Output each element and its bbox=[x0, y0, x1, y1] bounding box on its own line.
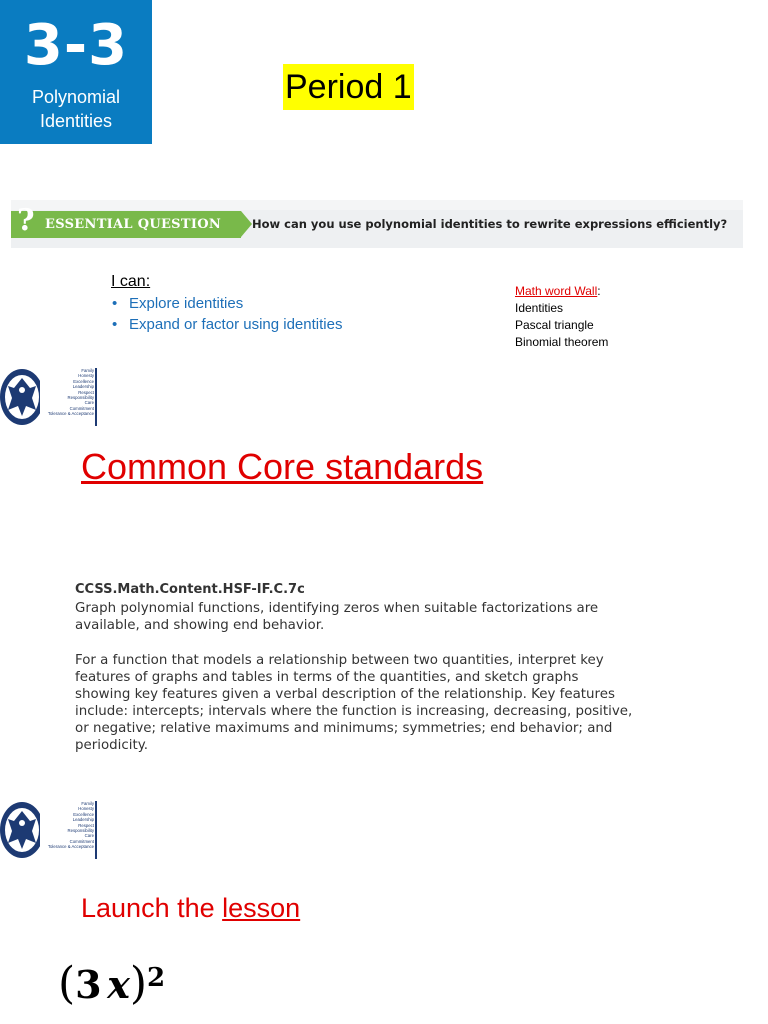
value-text: Honesty bbox=[78, 806, 94, 812]
school-values bbox=[36, 801, 94, 850]
ican-item-text: Expand or factor using identities bbox=[129, 316, 343, 333]
school-logo bbox=[0, 366, 100, 428]
essential-question-title: ESSENTIAL QUESTION bbox=[45, 217, 222, 232]
ican-item bbox=[112, 316, 342, 333]
word-wall-title: Math word Wall bbox=[515, 284, 598, 298]
school-values bbox=[36, 368, 94, 417]
coefficient: 3 bbox=[75, 962, 102, 1007]
common-core-title: Common Core standards bbox=[81, 446, 484, 487]
lesson-badge bbox=[0, 0, 152, 144]
word-wall-colon: : bbox=[597, 284, 601, 298]
school-crest-icon bbox=[0, 366, 40, 428]
value-text: Excellence bbox=[73, 811, 94, 817]
word-wall-item: Pascal triangle bbox=[515, 318, 594, 332]
bullet: • bbox=[112, 316, 118, 333]
period-label: Period 1 bbox=[283, 64, 414, 110]
value-text: Tolerance & Acceptance bbox=[47, 411, 94, 417]
lesson-link[interactable]: lesson bbox=[222, 893, 301, 923]
value-text: Responsibility bbox=[67, 828, 94, 834]
exponent: 2 bbox=[147, 962, 166, 993]
school-logo bbox=[0, 799, 100, 861]
standard-paragraph: Graph polynomial functions, identifying zeros when suitable factorizations are available, and showing end behavior. bbox=[75, 601, 599, 634]
value-text: Excellence bbox=[73, 378, 94, 384]
label-arrow bbox=[241, 211, 252, 237]
launch-prefix: Launch the bbox=[81, 893, 223, 923]
value-text: Commitment bbox=[69, 838, 94, 844]
value-text: Leadership bbox=[72, 384, 94, 390]
value-text: Care bbox=[84, 833, 94, 839]
variable: x bbox=[107, 962, 130, 1007]
essential-question-banner bbox=[11, 200, 743, 248]
close-paren: ) bbox=[129, 958, 148, 1009]
word-wall-item: Identities bbox=[515, 301, 564, 315]
value-text: Respect bbox=[78, 822, 94, 828]
value-text: Commitment bbox=[69, 405, 94, 411]
value-text: Responsibility bbox=[67, 395, 94, 401]
banner-stripe bbox=[11, 200, 743, 210]
logo-divider bbox=[95, 368, 97, 426]
school-crest-icon bbox=[0, 799, 40, 861]
value-text: Family bbox=[81, 801, 94, 806]
standard-paragraph: For a function that models a relationship between two quantities, interpret key features of graphs and tables in terms of the quantities, and sketch graphs showing key features given a verbal description of the relationship. Key features include: intercepts; intervals where the function is increasing, decreasing, positive, or negative; relative maximums and minimums; symmetries; end behavior; and periodicity. bbox=[75, 653, 633, 754]
essential-question-text: How can you use polynomial identities to rewrite expressions efficiently? bbox=[252, 217, 728, 231]
value-text: Respect bbox=[78, 389, 94, 395]
value-text: Honesty bbox=[78, 373, 94, 379]
ican-item bbox=[112, 295, 243, 312]
bullet: • bbox=[112, 295, 118, 312]
ican-heading: I can: bbox=[111, 273, 151, 290]
launch-heading bbox=[81, 893, 300, 924]
lesson-title-line2: Identities bbox=[39, 111, 113, 131]
value-text: Family bbox=[81, 368, 94, 373]
logo-divider bbox=[95, 801, 97, 859]
question-icon: ? bbox=[17, 203, 35, 238]
value-text: Leadership bbox=[72, 817, 94, 823]
lesson-title-line1: Polynomial bbox=[31, 87, 121, 107]
value-text: Care bbox=[84, 400, 94, 406]
word-wall-heading bbox=[515, 284, 601, 298]
math-expression bbox=[58, 958, 165, 1009]
word-wall-item: Binomial theorem bbox=[515, 335, 609, 349]
lesson-number: 3-3 bbox=[23, 13, 129, 78]
standard-code: CCSS.Math.Content.HSF-IF.C.7c bbox=[75, 582, 305, 597]
open-paren: ( bbox=[58, 958, 76, 1009]
ican-item-text: Explore identities bbox=[129, 295, 244, 312]
value-text: Tolerance & Acceptance bbox=[47, 844, 94, 850]
